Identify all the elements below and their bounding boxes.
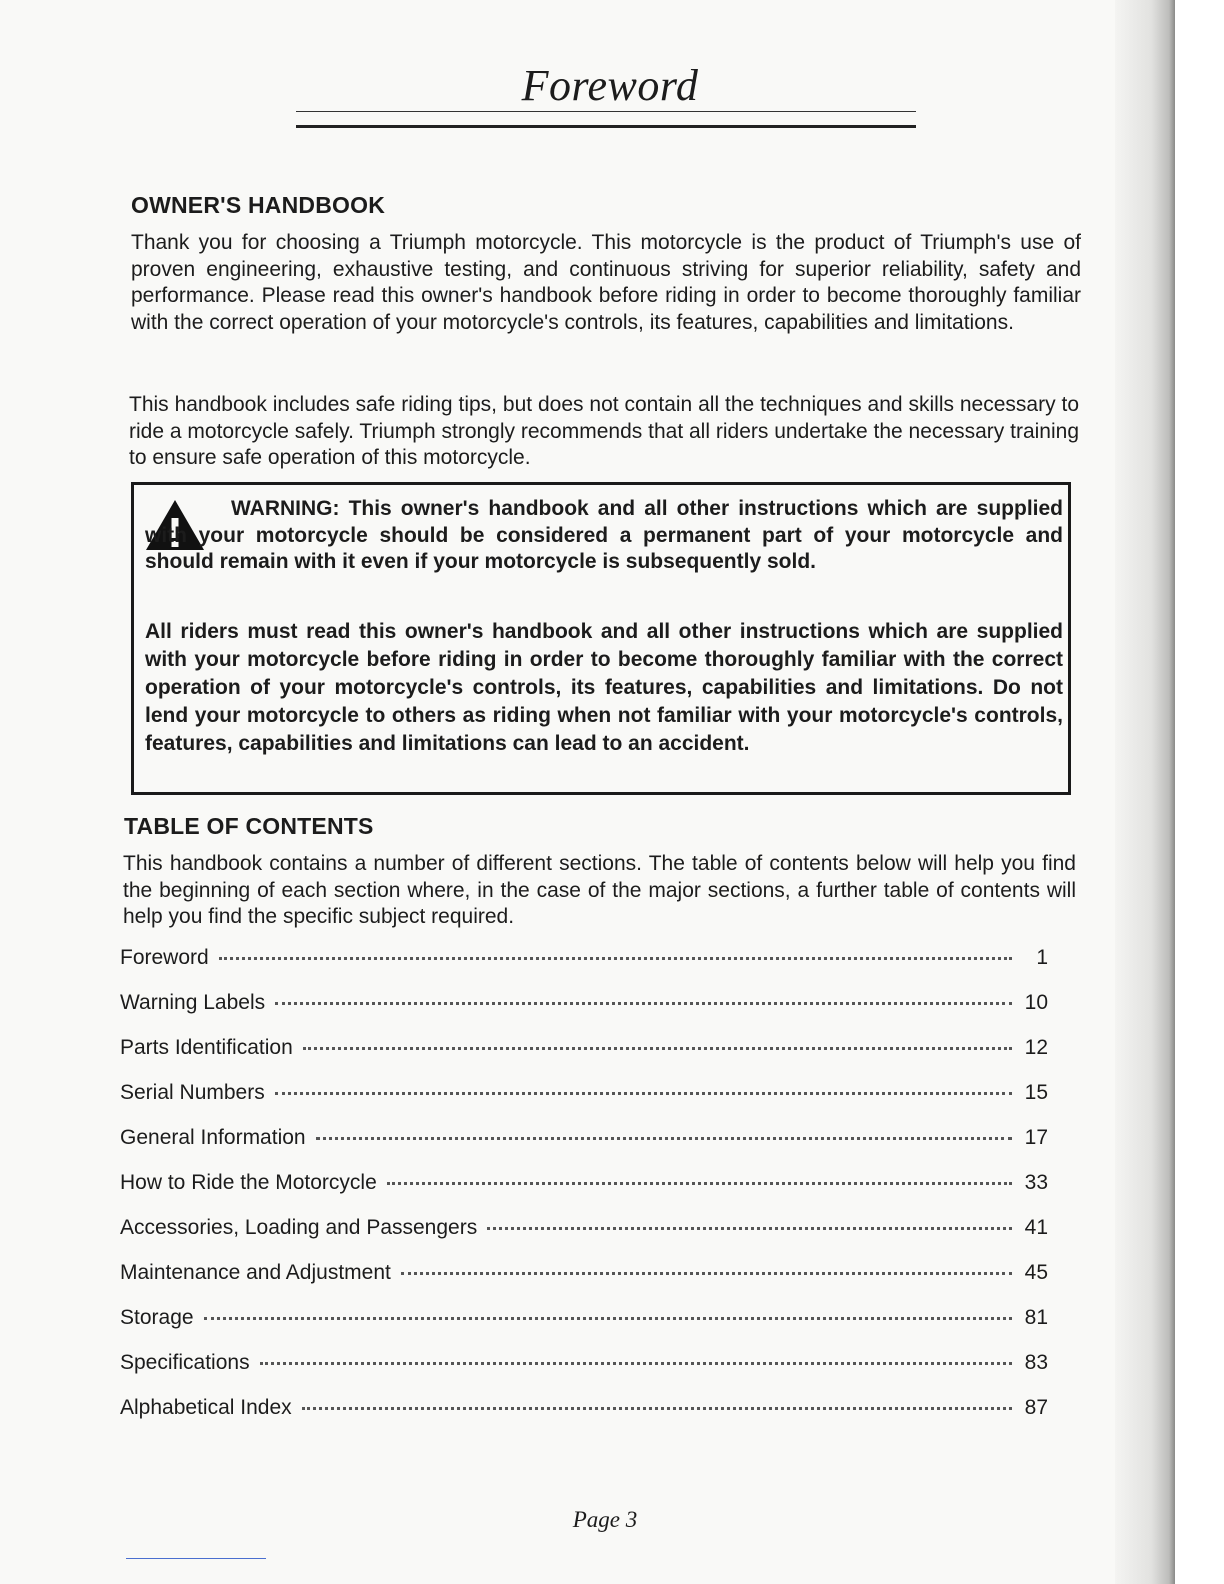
toc-entry-page: 33: [1024, 1171, 1048, 1194]
title-rule-thick: [296, 125, 916, 128]
toc-leader-dots: [401, 1272, 1012, 1275]
toc-entry-page: 41: [1024, 1216, 1048, 1239]
scan-margin: [1175, 0, 1224, 1584]
toc-entry-page: 1: [1036, 946, 1048, 969]
toc-entry-page: 81: [1024, 1306, 1048, 1329]
warning-text-1: WARNING: This owner's handbook and all other instructions which are supplied with your motorcycle should be considered a permanent part of your motorcycle and should remain with it even if your motorcycle is subsequently sold.: [145, 497, 1063, 573]
toc-entry[interactable]: [120, 1171, 1048, 1216]
toc-entry-page: 15: [1024, 1081, 1048, 1104]
toc-entry-label: Parts Identification: [120, 1036, 293, 1059]
toc-leader-dots: [302, 1407, 1012, 1410]
owners-handbook-paragraph-2: This handbook includes safe riding tips, but does not contain all the techniques and skills necessary to ride a motorcycle safely. Triumph strongly recommends that all riders undertake the necessary training to ensure safe operation of this motorcycle.: [129, 393, 1079, 469]
toc-entry-label: Foreword: [120, 946, 209, 969]
toc-entry-label: Alphabetical Index: [120, 1396, 292, 1419]
toc-leader-dots: [487, 1227, 1012, 1230]
toc-entry-label: How to Ride the Motorcycle: [120, 1171, 377, 1194]
toc-leader-dots: [387, 1182, 1012, 1185]
toc-entry[interactable]: [120, 1036, 1048, 1081]
toc-entry[interactable]: [120, 1126, 1048, 1171]
toc-leader-dots: [275, 1092, 1012, 1095]
page-edge-shadow: [1115, 0, 1175, 1584]
toc-list: [120, 946, 1048, 1441]
toc-heading: TABLE OF CONTENTS: [124, 813, 374, 839]
owners-handbook-heading: OWNER'S HANDBOOK: [131, 192, 385, 218]
toc-entry[interactable]: [120, 946, 1048, 991]
toc-entry-page: 83: [1024, 1351, 1048, 1374]
toc-leader-dots: [260, 1362, 1012, 1365]
toc-leader-dots: [316, 1137, 1012, 1140]
toc-entry[interactable]: [120, 1261, 1048, 1306]
toc-leader-dots: [275, 1002, 1012, 1005]
toc-entry-page: 87: [1024, 1396, 1048, 1419]
toc-intro: This handbook contains a number of different sections. The table of contents below will help you find the beginning of each section where, in the case of the major sections, a further table of contents will help you find the specific subject required.: [123, 852, 1076, 928]
toc-entry-label: Serial Numbers: [120, 1081, 265, 1104]
toc-entry-page: 45: [1024, 1261, 1048, 1284]
toc-leader-dots: [219, 957, 1012, 960]
page-number: Page 3: [572, 1507, 638, 1532]
toc-entry-label: General Information: [120, 1126, 306, 1149]
toc-entry[interactable]: [120, 1396, 1048, 1441]
toc-entry-label: Maintenance and Adjustment: [120, 1261, 391, 1284]
toc-entry-page: 10: [1024, 991, 1048, 1014]
toc-entry-page: 12: [1024, 1036, 1048, 1059]
toc-entry-label: Warning Labels: [120, 991, 266, 1014]
owners-handbook-paragraph-1: Thank you for choosing a Triumph motorcycle. This motorcycle is the product of Triumph's use of proven engineering, exhaustive testing, and continuous striving for superior reliability, safety and performance. Please read this owner's handbook before riding in order to become thoroughly familiar with the correct operation of your motorcycle's controls, its features, capabilities and limitations.: [131, 231, 1081, 334]
title-rule-thin: [296, 111, 916, 112]
toc-entry[interactable]: [120, 991, 1048, 1036]
toc-leader-dots: [204, 1317, 1012, 1320]
scan-artifact-line: [126, 1558, 266, 1559]
toc-entry-label: Specifications: [120, 1351, 250, 1374]
toc-entry-label: Storage: [120, 1306, 194, 1329]
toc-entry-label: Accessories, Loading and Passengers: [120, 1216, 478, 1239]
toc-entry[interactable]: [120, 1081, 1048, 1126]
toc-entry[interactable]: [120, 1306, 1048, 1351]
toc-entry[interactable]: [120, 1216, 1048, 1261]
page-title: Foreword: [521, 61, 699, 110]
toc-entry[interactable]: [120, 1351, 1048, 1396]
toc-leader-dots: [303, 1047, 1012, 1050]
toc-entry-page: 17: [1024, 1126, 1048, 1149]
warning-text-2: All riders must read this owner's handbook and all other instructions which are supplied with your motorcycle before riding in order to become thoroughly familiar with the correct operation of your motorcycle's controls, its features, capabilities and limitations. Do not lend your motorcycle to others as riding when not familiar with your motorcycle's controls, features, capabilities and limitations can lead to an accident.: [145, 620, 1063, 755]
